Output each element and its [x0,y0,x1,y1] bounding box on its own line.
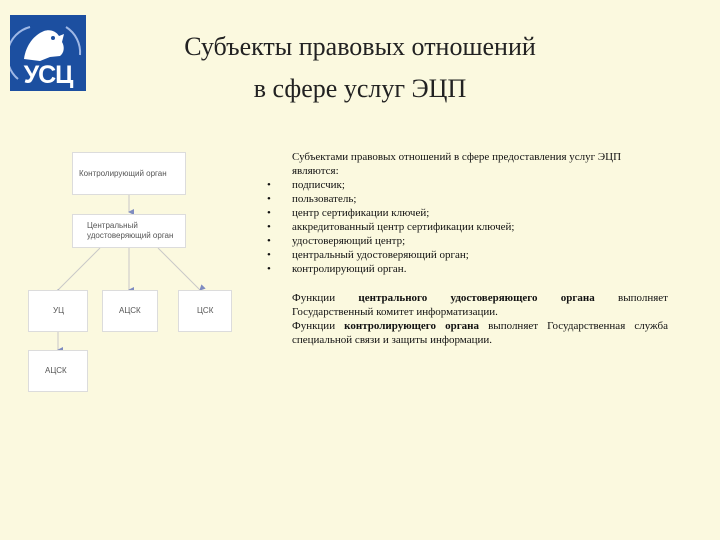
node-uc-label: УЦ [53,306,64,315]
control-organ-paragraph [292,319,668,347]
node-central-label-line1: Центральный [87,221,138,230]
node-central-label-line2: удостоверяющий орган [87,231,174,240]
connector-central-csk [158,248,200,290]
slide-title-line1: Субъекты правовых отношений [184,32,536,61]
node-acsk [102,290,158,332]
central-organ-term: центрального удостоверяющего органа [358,292,595,304]
central-organ-paragraph [292,291,668,319]
node-acsk-sub [28,350,88,392]
node-csk [178,290,232,332]
control-organ-term: контролирующего органа [344,320,480,332]
list-item: • центр сертификации ключей; [292,206,668,220]
content-text [292,150,668,347]
paragraph-suffix: выполняет Государственный комитет информатизации. [292,292,668,318]
node-acsk-sub-label: АЦСК [45,366,67,375]
node-central-organ [72,214,186,248]
node-control-organ [72,152,186,195]
list-item: • аккредитованный центр сертификации ключей; [292,220,668,234]
paragraph-prefix: Функции [292,292,359,304]
list-item: • контролирующий орган. [292,262,668,276]
list-item: • центральный удостоверяющий орган; [292,248,668,262]
intro-text: Субъектами правовых отношений в сфере предоставления услуг ЭЦП являются: [292,151,622,177]
paragraph-suffix: выполняет Государственная служба специальной связи и защиты информации. [292,320,668,346]
paragraph-prefix: Функции [292,320,345,332]
subjects-list [292,178,668,276]
node-control-label: Контролирующий орган [79,168,167,178]
logo-text: УСЦ [23,61,73,89]
org-diagram [0,140,260,410]
logo [10,15,86,91]
list-item: • пользователь; [292,192,668,206]
node-csk-label: ЦСК [197,306,214,315]
connector-central-uc [58,248,100,290]
list-item: • удостоверяющий центр; [292,234,668,248]
list-item: • подписчик; [292,178,668,192]
slide-title-line2: в сфере услуг ЭЦП [253,74,467,103]
node-uc [28,290,88,332]
node-acsk-label: АЦСК [119,306,141,315]
